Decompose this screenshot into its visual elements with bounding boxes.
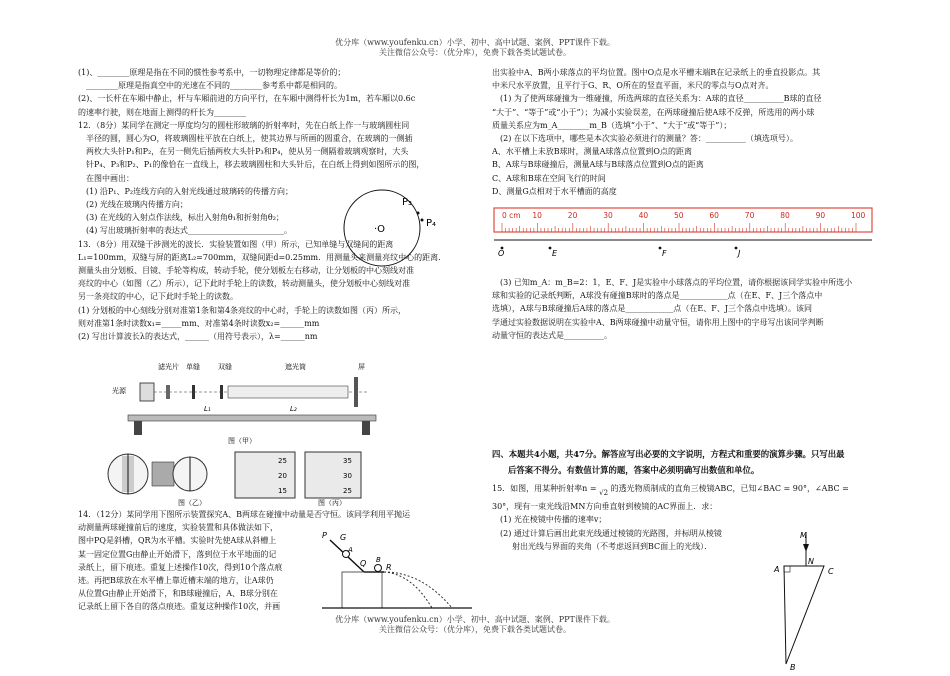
light-source: [140, 383, 154, 401]
q14-line: 图中PQ是斜槽，QR为水平槽。实验时先使A球从斜槽上: [78, 536, 277, 546]
m1-15: 15: [278, 487, 287, 495]
ramp-figure: [322, 528, 472, 618]
trajectory-1: [384, 572, 432, 608]
ruler-tick-label: 40: [638, 211, 649, 220]
point-e-label: E: [552, 249, 558, 258]
ruler-zero-label: 0 cm: [502, 211, 521, 220]
single-slit-label: 单缝: [186, 363, 200, 371]
tri-n-label: N: [808, 557, 814, 566]
q14-line: 记录纸上留下各自的落点痕迹。重复这种操作10次，并画: [78, 602, 281, 612]
ruler-figure: [492, 206, 876, 260]
point-j-label: J: [738, 249, 741, 258]
ruler-tick-label: 10: [532, 211, 542, 220]
q14-cont-line: 中米尺水平放置，且平行于G、R、O所在的竖直平面，米尺的零点与O点对齐。: [492, 81, 774, 91]
q14-cont-line: “大于”、“等于”或“小于”）；为减小实验误差，在两球碰撞后使A球不反弹，所选用的两小球: [492, 107, 815, 117]
q14-3-line: 球和实验的记录纸判断，A球没有碰撞B球时的落点是____________点（在E、F、J三个落点中: [492, 291, 823, 301]
tri-c-label: C: [828, 567, 834, 576]
q14-3-line: 学通过实验数据说明在实验中A、B两球碰撞中动量守恒，请你用上图中的字母写出该同学判断: [492, 317, 824, 327]
sqrt-symbol: √2: [599, 489, 609, 497]
q15-line: 30°，现有一束光线沿MN方向垂直射到棱镜的AC界面上．求：: [492, 502, 718, 512]
q12-line: (1) 沿P₁、P₂连线方向的入射光线通过玻璃砖的传播方向；: [86, 186, 294, 196]
ball-b: [375, 565, 382, 572]
q14-line: 迹。再把B球放在水平槽上靠近槽末端的地方，让A球仍: [78, 576, 274, 586]
q15-line-1: [492, 482, 884, 500]
tri-a-label: A: [774, 565, 780, 574]
eyepiece-figures: [100, 448, 362, 506]
pin-p4-label: P₄: [426, 218, 437, 229]
prism-triangle: [784, 566, 824, 664]
pin-p4-dot: [421, 219, 424, 222]
ramp-stand: [342, 572, 382, 608]
q15-line: 射出光线与界面的夹角（不考虑返回到BC面上的光线）．: [512, 541, 713, 551]
m2-35: 35: [343, 457, 352, 465]
fig-jia-caption: 图（甲）: [228, 437, 256, 445]
q15-line-1b: 的透光物质制成的直角三棱镜ABC，已知∠BAC = 90°，∠ABC =: [610, 484, 849, 493]
q13-line: 测量头由分划板、目镜、手轮等构成，转动手轮，使分划板左右移动，让分划板的中心刻线对准: [78, 266, 414, 276]
trajectory-2: [384, 572, 452, 608]
q12-line: (4) 写出玻璃折射率的表达式________________________。: [86, 226, 292, 236]
light-tube: [228, 386, 348, 398]
double-slit-element: [220, 385, 223, 399]
bench-leg-left: [134, 421, 142, 435]
tube-label: 遮光筒: [285, 363, 306, 371]
point-e-dot: [549, 247, 552, 250]
q14-cont-line: 出实验中A、B两小球落点的平均位置。图中O点是水平槽末端R在记录纸上的垂直投影点。其: [492, 68, 821, 77]
q13-line: L₁=100mm，双缝与屏的距离L₂=700mm，双缝间距d=0.25mm．用测量头来测量亮纹中心的距离．: [78, 252, 447, 262]
ruler-tick-label: 20: [567, 211, 578, 220]
m1-20: 20: [278, 472, 287, 480]
ruler-tick-label: 90: [815, 211, 826, 220]
double-slit-apparatus: [100, 355, 400, 445]
filter-label: 滤光片: [158, 363, 179, 371]
q14-cont-line: (1) 为了使两球碰撞为一维碰撞，所选两球的直径关系为：A球的直径__________B球的直径: [500, 94, 822, 104]
tri-m-label: M: [800, 531, 807, 540]
q14-3-line: (3) 已知m_A：m_B=2：1，E、F、J是实验中小球落点的平均位置，请你根据该同学实验中所选小: [500, 278, 853, 287]
m2-25: 25: [343, 487, 352, 495]
ruler-tick-label: 30: [603, 211, 613, 220]
q11-line: ________原理是指真空中的光速在不同的________参考系中都是相同的。: [86, 81, 342, 91]
point-o-label: O: [498, 249, 505, 258]
point-f-dot: [659, 247, 662, 250]
filter-element: [166, 385, 170, 399]
header-line-1: 优分库（www.youfenku.cn）小学、初中、高中试题、案例、PPT课件下载。: [335, 38, 615, 47]
q15-line: (1) 光在棱镜中传播的速率v；: [500, 515, 607, 525]
q13-line: (2) 写出计算波长λ的表达式，______（用符号表示），λ=______nm: [78, 332, 318, 342]
option-a: A、水平槽上未放B球时，测量A球落点位置到O点的距离: [492, 147, 692, 157]
ruler-tick-label: 100: [851, 211, 866, 220]
q14-3-line: 选填），A球与B球碰撞后A球的落点是____________点（在E、F、J三个落点中选填）。该同: [492, 304, 813, 314]
point-f-label: F: [662, 249, 667, 258]
screen-label: 屏: [358, 363, 365, 371]
header-line-2: 关注微信公众号：（优分库），免费下载各类试题试卷。: [379, 48, 571, 57]
point-j-dot: [735, 247, 738, 250]
ramp-q-label: Q: [360, 559, 367, 568]
q12-line: (2) 光线在玻璃内传播方向；: [86, 200, 188, 210]
q14-line: 动测量两球碰撞前后的速度，实验装置和具体做法如下，: [78, 523, 278, 533]
double-slit-label: 双缝: [218, 363, 232, 371]
option-c: C、A球和B球在空间飞行的时间: [492, 173, 606, 183]
option-d: D、测量G点相对于水平槽面的高度: [492, 186, 617, 196]
optical-bench: [128, 415, 376, 421]
l2-label: L₂: [290, 405, 297, 413]
ruler-tick-label: 70: [744, 211, 755, 220]
q12-line: 两枚大头针P₁和P₂，在另一侧先后插两枚大头针P₃和P₄，使从另一侧隔着玻璃观察时，大头: [86, 147, 409, 157]
q14-line: 14．（12分）某同学用下图所示装置探究A、B两球在碰撞中动量是否守恒。该同学利用平抛运: [78, 510, 411, 519]
fig-bing-caption: 图（丙）: [318, 499, 346, 506]
ramp-r-label: R: [386, 563, 392, 572]
glass-circle-figure: [340, 180, 470, 280]
q14-line: 录纸上，留下痕迹。重复上述操作10次，得到10个落点痕: [78, 562, 283, 572]
q13-line: 亮纹的中心（如图（乙）所示），记下此时手轮上的读数，转动测量头，使分划板中心刻线对准: [78, 279, 410, 289]
q14-block: [78, 508, 411, 614]
q12-line: (3) 在光线的入射点作法线，标出入射角θ₁和折射角θ₂；: [86, 213, 284, 223]
ruler-tick-label: 60: [709, 211, 719, 220]
q12-line: 半径的圆，圆心为O，将玻璃圆柱平放在白纸上，使其边界与所画的圆重合，在玻璃的一侧插: [86, 134, 413, 144]
q15-line-1a: 15．如图，用某种折射率n =: [492, 484, 597, 493]
option-b: B、A球与B球碰撞后，测量A球与B球落点位置到O点的距离: [492, 160, 704, 170]
ramp-a-label: A: [348, 546, 353, 554]
q11-line: 的速率行驶，则在地面上测得的杆长为________: [78, 107, 246, 117]
micrometer-2: [305, 452, 361, 498]
section-4-heading-cont: 后答案不得分。有数值计算的题，答案中必须明确写出数值和单位。: [508, 465, 760, 475]
q13-line: (1) 分划板的中心刻线分别对准第1条和第4条亮纹的中心时，手轮上的读数如图（丙）所示，: [78, 305, 407, 315]
ruler-tick-label: 50: [674, 211, 684, 220]
right-column-mid: [492, 276, 882, 342]
measuring-head: [152, 462, 174, 486]
q12-line: 针P₄、P₃和P₂、P₁的像恰在一直线上，移去玻璃圆柱和大头针后，在白纸上得到如图所示的图，: [86, 160, 425, 170]
q14-3-line: 动量守恒的表达式是__________。: [492, 330, 612, 340]
fig-yi-caption: 图（乙）: [178, 499, 206, 506]
q14-line: 从位置G由静止开始滑下，和B球碰撞后，A、B球分别在: [78, 589, 278, 599]
ray-arrow: [803, 544, 809, 552]
point-o-dot: [501, 247, 504, 250]
q11-line: (1)、________原理是指在不同的惯性参考系中，一切物理定律都是等价的；: [78, 68, 346, 77]
q13-line: 13．（8分）用双缝干涉测光的波长．实验装置如图（甲）所示，已知单缝与双缝间的距离: [78, 239, 394, 249]
q12-line: 在图中画出：: [86, 173, 134, 183]
ramp-p-label: P: [322, 531, 327, 540]
right-column-top: [492, 66, 882, 198]
prism-figure: [770, 530, 860, 672]
q14-line: 某一固定位置G由静止开始滑下，落到位于水平地面的记: [78, 549, 277, 559]
q15-line: (2) 通过计算后画出此束光线通过棱镜的光路图，并标明从棱镜: [500, 528, 722, 538]
q11-line: (2)、一长杆在车厢中静止，杆与车厢前进的方向平行，在车厢中测得杆长为1m，若车厢以0.6c: [78, 94, 416, 104]
q13-line: 则对准第1条时读数x₁=_____mm、对准第4条时读数x₂=______mm: [78, 318, 320, 328]
q12-line: 12．（8分）某同学在测定一厚度均匀的圆柱形玻璃的折射率时，先在白纸上作一与玻璃圆柱同: [78, 120, 410, 130]
single-slit-element: [192, 385, 195, 399]
screen-element: [354, 377, 358, 407]
tri-b-label: B: [790, 663, 796, 672]
ramp-g-label: G: [340, 533, 347, 542]
q14-cont-line: 质量关系应为m_A________m_B（选填“小于”、“大于”或“等于”）；: [492, 120, 732, 130]
bench-leg-right: [362, 421, 370, 435]
q13-line: 另一条亮纹的中心，记下此时手轮上的读数。: [78, 292, 238, 302]
ruler-tick-label: 80: [780, 211, 790, 220]
circle-center-label: ·O: [374, 224, 386, 235]
ramp-b-label: B: [376, 556, 381, 564]
l1-label: L₁: [204, 405, 211, 413]
page-header-top: [0, 38, 950, 58]
q14-cont-line: (2) 在以下选项中，哪些是本次实验必须进行的测量？答：__________（填选项号）。: [500, 134, 798, 144]
source-label: 光源: [112, 387, 126, 395]
footer-line-2: 关注微信公众号：（优分库），免费下载各类试题试卷。: [379, 625, 571, 634]
section-4-heading: 四、本题共4小题，共47分。解答应写出必要的文字说明，方程式和重要的演算步骤。只写出最: [492, 449, 845, 459]
right-angle-mark: [784, 566, 790, 572]
pin-p3-dot: [417, 212, 420, 215]
m2-30: 30: [343, 472, 352, 480]
footer-line-1: 优分库（www.youfenku.cn）小学、初中、高中试题、案例、PPT课件下载。: [335, 615, 615, 624]
m1-25: 25: [278, 457, 287, 465]
pin-p3-label: P₃: [402, 197, 413, 208]
